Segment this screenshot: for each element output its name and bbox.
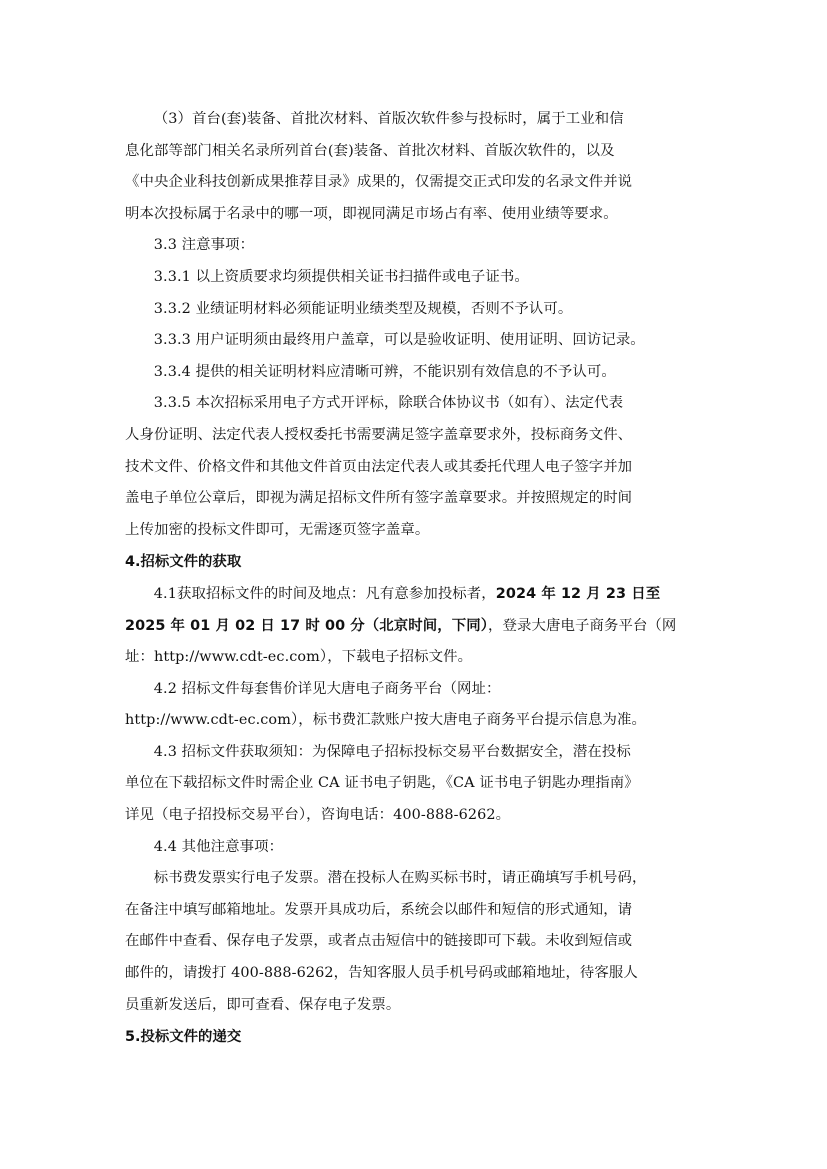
section-3-3-title: 3.3 注意事项： — [153, 237, 255, 254]
section-3-3-2: 3.3.2 业绩证明材料必须能证明业绩类型及规模，否则不予认可。 — [153, 300, 573, 317]
section-4-4-title: 4.4 其他注意事项： — [153, 838, 284, 855]
section-3-3-5: 3.3.5 本次招标采用电子方式开评标，除联合体协议书（如有）、法定代表 人身份证明、法定代表人授权委托书需要满足签字盖章要求外，投标商务文件、 技术文件、价格文件和其他文件首页由法定代表人或其委托代理人电子签字并加 盖电子单位公章后，即视为满足招标文件所有签字盖章要求。并按照规定的时间 上传加密的投标文件即可，无需逐页签字盖章。 — [125, 395, 633, 538]
heading-section-5: 5.投标文件的递交 — [125, 1029, 242, 1046]
section-4-2: 4.2 招标文件每套售价详见大唐电子商务平台（网址： http://www.cdt-ec.com），标书费汇款账户按大唐电子商务平台提示信息为准。 — [125, 680, 647, 729]
date-range-start: 2024 年 12 月 23 日至 — [495, 585, 661, 602]
document-body — [125, 104, 708, 1054]
section-3-3-3: 3.3.3 用户证明须由最终用户盖章，可以是验收证明、使用证明、回访记录。 — [153, 332, 645, 349]
section-4-3: 4.3 招标文件获取须知：为保障电子招标投标交易平台数据安全，潜在投标 单位在下载招标文件时需企业 CA 证书电子钥匙，《CA 证书电子钥匙办理指南》 详见（电子招投标交易平台），咨询电话：400-888-6262。 — [125, 743, 639, 824]
section-4-1: 4.1获取招标文件的时间及地点：凡有意参加投标者，2024 年 12 月 23 日至 2025 年 01 月 02 日 17 时 00 分（北京时间，下同），登录大唐电子商务平台（网 址：http://www.cdt-ec.com），下载电子招标文件。 — [125, 585, 677, 666]
section-4-4-body: 标书费发票实行电子发票。潜在投标人在购买标书时，请正确填写手机号码， 在备注中填写邮箱地址。发票开具成功后，系统会以邮件和短信的形式通知，请 在邮件中查看、保存电子发票，或者点击短信中的链接即可下载。未收到短信或 邮件的，请拨打 400-888-6262，告知客服人员手机号码或邮箱地址，待客服人 员重新发送后，即可查看、保存电子发票。 — [125, 870, 647, 1013]
section-3-3-1: 3.3.1 以上资质要求均须提供相关证书扫描件或电子证书。 — [153, 268, 529, 285]
paragraph-first-set-equipment: （3）首台(套)装备、首批次材料、首版次软件参与投标时，属于工业和信 息化部等部门相关名录所列首台(套)装备、首批次材料、首版次软件的，以及 《中央企业科技创新成果推荐目录》成果的，仅需提交正式印发的名录文件并说 明本次投标属于名录中的哪一项，即视同满足市场占有率、使用业绩等要求。 — [125, 111, 633, 222]
section-3-3-4: 3.3.4 提供的相关证明材料应清晰可辨，不能识别有效信息的不予认可。 — [153, 363, 616, 380]
date-range-end: 2025 年 01 月 02 日 17 时 00 分（北京时间，下同） — [125, 617, 489, 634]
heading-section-4: 4.招标文件的获取 — [125, 554, 242, 571]
